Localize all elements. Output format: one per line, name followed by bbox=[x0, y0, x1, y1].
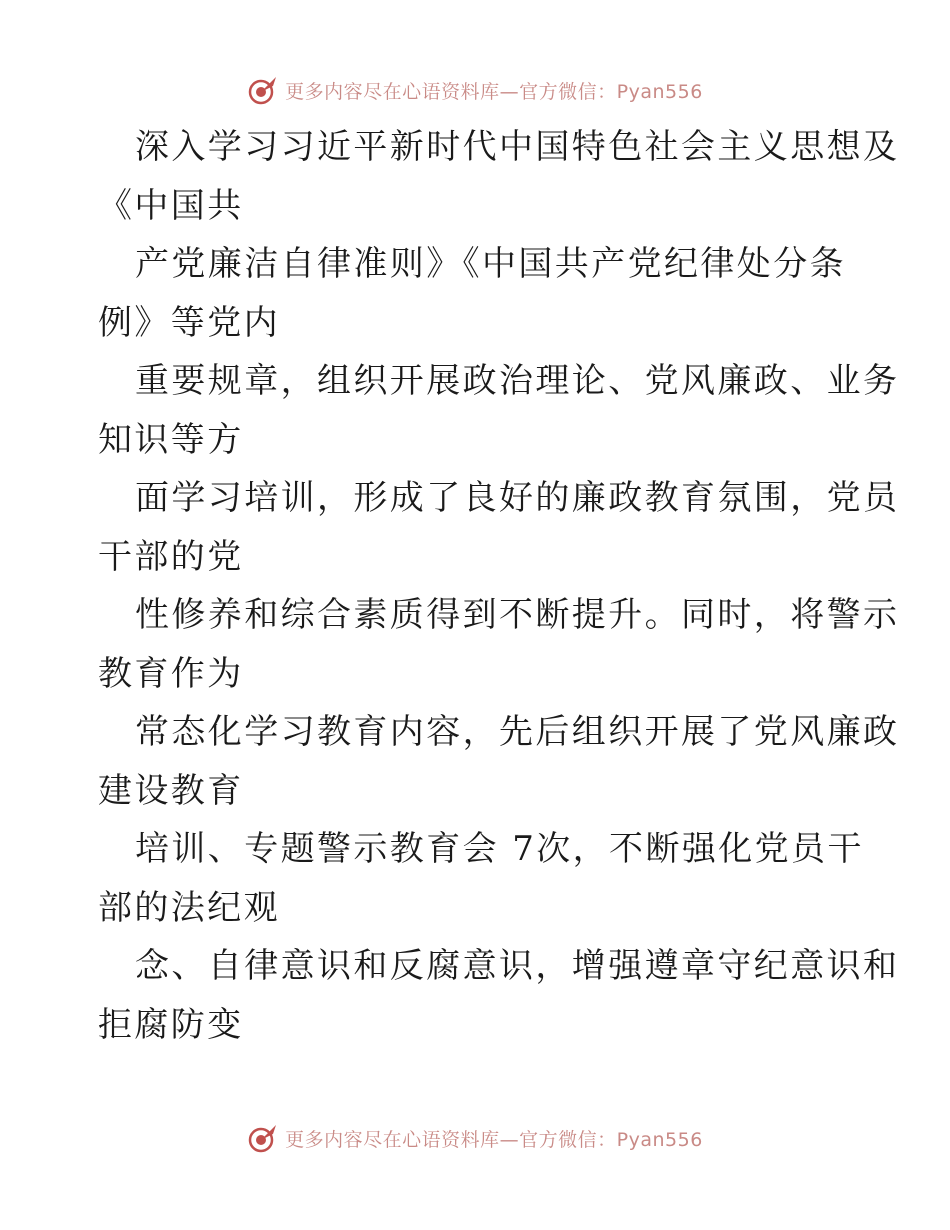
body-line: 拒腐防变 bbox=[98, 1004, 244, 1045]
body-line: 部的法纪观 bbox=[98, 887, 280, 928]
body-line: 教育作为 bbox=[98, 653, 244, 694]
body-line: 常态化学习教育内容，先后组织开展了党风廉政 bbox=[135, 712, 900, 752]
quill-logo-icon bbox=[247, 74, 279, 106]
document-body bbox=[98, 118, 900, 1054]
body-line: 《中国共 bbox=[98, 185, 244, 226]
watermark-text: 更多内容尽在心语资料库—官方微信：Pyan556 bbox=[285, 80, 703, 103]
body-line: 念、自律意识和反腐意识，增强遵章守纪意识和 bbox=[135, 946, 900, 986]
body-line: 建设教育 bbox=[98, 770, 244, 811]
watermark-text: 更多内容尽在心语资料库—官方微信：Pyan556 bbox=[285, 1128, 703, 1151]
body-line: 产党廉洁自律准则》《中国共产党纪律处分条 bbox=[135, 244, 846, 284]
quill-logo-icon bbox=[247, 1122, 279, 1154]
body-line: 干部的党 bbox=[98, 536, 244, 577]
body-line: 例》等党内 bbox=[98, 302, 280, 343]
header-watermark bbox=[0, 70, 950, 110]
body-line: 培训、专题警示教育会 7次，不断强化党员干 bbox=[135, 829, 864, 869]
body-line: 深入学习习近平新时代中国特色社会主义思想及 bbox=[135, 127, 900, 167]
footer-watermark bbox=[0, 1118, 950, 1158]
body-line: 性修养和综合素质得到不断提升。同时，将警示 bbox=[135, 595, 900, 635]
body-line: 知识等方 bbox=[98, 419, 244, 460]
body-line: 重要规章，组织开展政治理论、党风廉政、业务 bbox=[135, 361, 900, 401]
body-line: 面学习培训，形成了良好的廉政教育氛围，党员 bbox=[135, 478, 900, 518]
